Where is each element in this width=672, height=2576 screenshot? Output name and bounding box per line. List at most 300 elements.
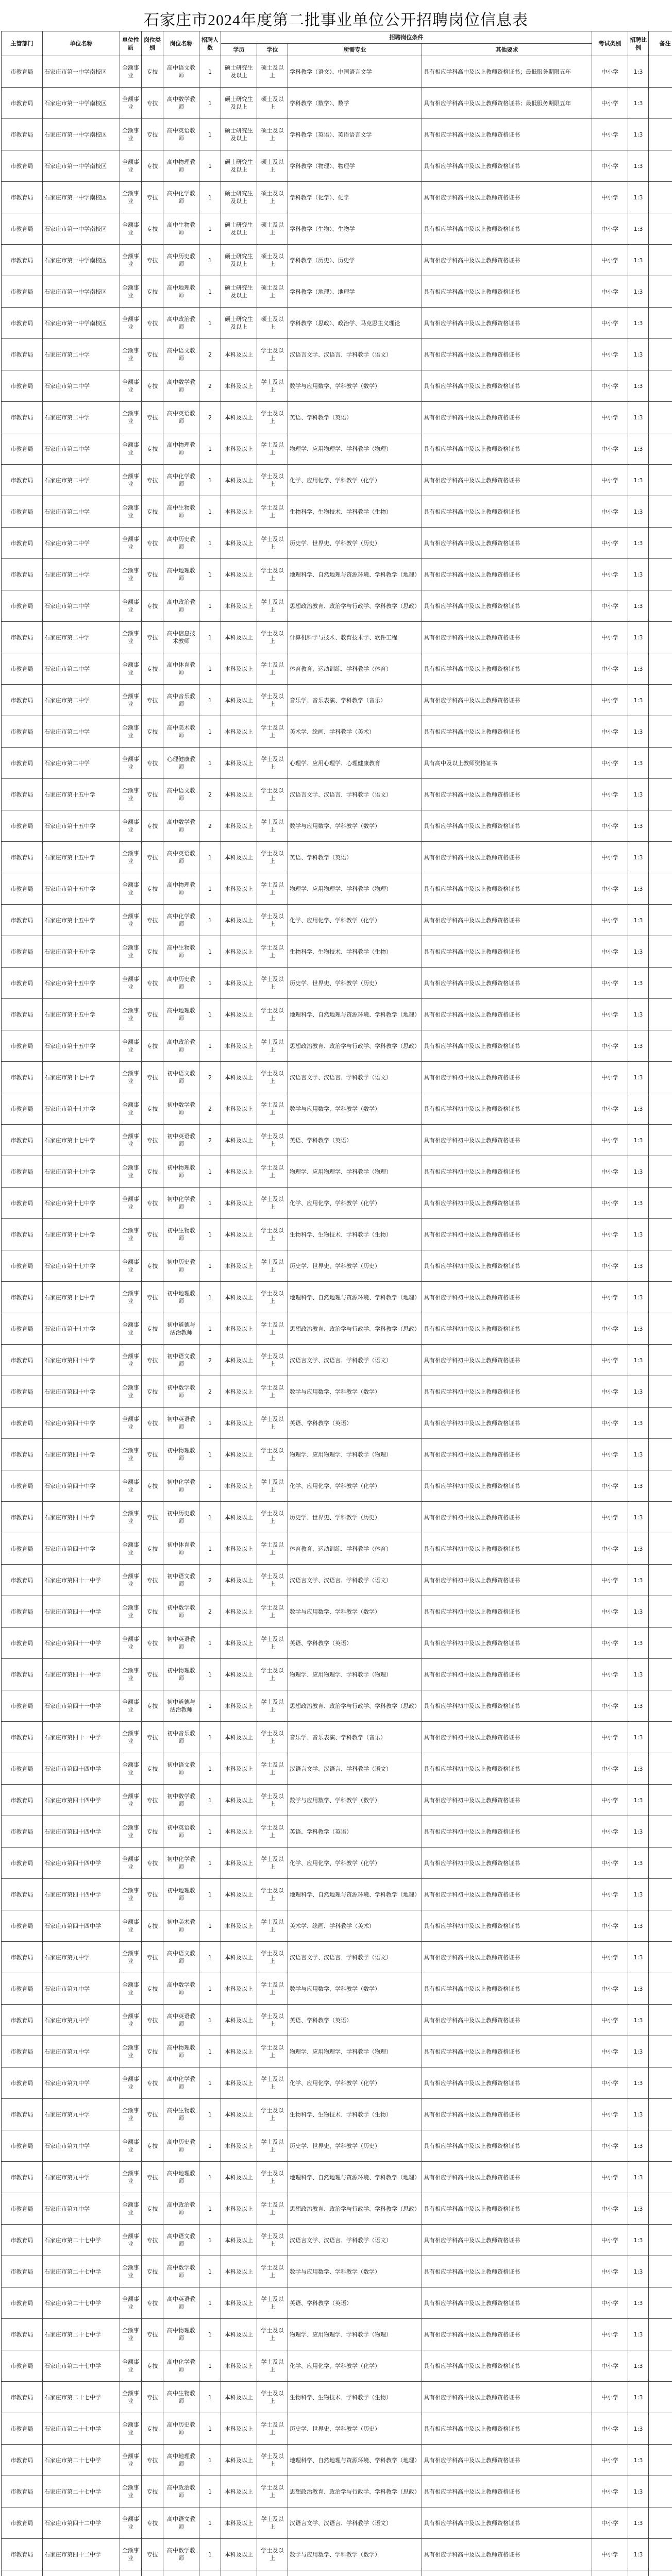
cell-nature: 全额事业: [120, 842, 142, 873]
cell-nature: 全额事业: [120, 245, 142, 276]
cell-edu: 本科及以上: [221, 1533, 257, 1565]
cell-other: 具有相应学科高中及以上教师资格证书；最低服务期限五年: [422, 56, 592, 88]
cell-degree: 学士及以上: [257, 1628, 288, 1659]
cell-note: [649, 150, 672, 182]
table-row: [2, 2162, 672, 2193]
cell-dept: 市教育局: [2, 1848, 43, 1879]
cell-dept: 市教育局: [2, 748, 43, 779]
cell-degree: 学士及以上: [257, 2507, 288, 2539]
cell-post: 初中道德与法治教师: [163, 1690, 199, 1722]
cell-dept: 市教育局: [2, 1565, 43, 1596]
cell-ratio: 1:3: [628, 1690, 649, 1722]
cell-post: 高中历史教师: [163, 968, 199, 999]
cell-dept: 市教育局: [2, 496, 43, 528]
cell-edu: 本科及以上: [221, 2225, 257, 2256]
cell-nature: 全额事业: [120, 1156, 142, 1188]
cell-edu: 本科及以上: [221, 2193, 257, 2225]
cell-other: 具有相应学科高中及以上教师资格证书: [422, 2130, 592, 2162]
table-row: [2, 276, 672, 308]
cell-major: 地理科学、自然地理与资源环境、学科教学（地理）: [288, 2445, 422, 2476]
cell-other: 具有相应学科高中及以上教师资格证书: [422, 622, 592, 653]
cell-category: 专技: [142, 1125, 163, 1156]
cell-note: [649, 653, 672, 685]
cell-degree: 学士及以上: [257, 1250, 288, 1282]
cell-unit: 石家庄市第二十七中学: [43, 2225, 120, 2256]
cell-post: 高中语文教师: [163, 1942, 199, 1973]
cell-category: 专技: [142, 810, 163, 842]
cell-nature: 全额事业: [120, 1345, 142, 1376]
cell-count: 2: [199, 402, 221, 433]
cell-category: 专技: [142, 1156, 163, 1188]
cell-exam: 中小学: [592, 1816, 628, 1848]
cell-ratio: 1:3: [628, 1722, 649, 1753]
cell-note: [649, 1156, 672, 1188]
cell-nature: 全额事业: [120, 1910, 142, 1942]
cell-post: 高中政治教师: [163, 590, 199, 622]
cell-count: 2: [199, 810, 221, 842]
cell-post: 高中语文教师: [163, 2507, 199, 2539]
cell-nature: 全额事业: [120, 873, 142, 905]
cell-edu: 本科及以上: [221, 2382, 257, 2413]
cell-count: 2: [199, 1125, 221, 1156]
cell-unit: 石家庄市第四十四中学: [43, 1879, 120, 1910]
cell-major: 化学、应用化学、学科教学（化学）: [288, 2067, 422, 2099]
cell-ratio: 1:3: [628, 1188, 649, 1219]
cell-major: 学科教学（思政）、政治学、马克思主义理论: [288, 308, 422, 339]
cell-count: 1: [199, 1439, 221, 1470]
cell-degree: 学士及以上: [257, 1565, 288, 1596]
cell-major: 数学与应用数学、学科教学（数学）: [288, 1596, 422, 1628]
cell-other: 具有相应学科高中及以上教师资格证书: [422, 370, 592, 402]
cell-nature: 全额事业: [120, 1848, 142, 1879]
table-body: [2, 56, 672, 2576]
cell-note: [649, 1062, 672, 1093]
cell-unit: 石家庄市第四十一中学: [43, 1659, 120, 1690]
cell-major: 数学与应用数学、学科教学（数学）: [288, 2539, 422, 2570]
cell-post: 初中语文教师: [163, 1753, 199, 1785]
cell-edu: 本科及以上: [221, 1125, 257, 1156]
cell-degree: 学士及以上: [257, 339, 288, 370]
cell-unit: 石家庄市第十五中学: [43, 968, 120, 999]
cell-edu: 本科及以上: [221, 1753, 257, 1785]
cell-exam: 中小学: [592, 873, 628, 905]
cell-degree: 学士及以上: [257, 1879, 288, 1910]
cell-degree: 学士及以上: [257, 653, 288, 685]
cell-major: 体育教育、运动训练、学科教学（体育）: [288, 1533, 422, 1565]
cell-category: 专技: [142, 559, 163, 590]
cell-post: 高中历史教师: [163, 2413, 199, 2445]
cell-edu: 硕士研究生及以上: [221, 276, 257, 308]
cell-ratio: 1:3: [628, 1785, 649, 1816]
cell-note: [649, 182, 672, 213]
cell-post: 初中数学教师: [163, 1376, 199, 1408]
cell-ratio: 1:3: [628, 1659, 649, 1690]
table-row: [2, 1188, 672, 1219]
cell-nature: 全额事业: [120, 905, 142, 936]
table-row: [2, 2570, 672, 2576]
cell-unit: 石家庄市第二中学: [43, 590, 120, 622]
cell-category: 专技: [142, 1910, 163, 1942]
cell-edu: 本科及以上: [221, 1502, 257, 1533]
cell-dept: 市教育局: [2, 1659, 43, 1690]
cell-exam: 中小学: [592, 2036, 628, 2067]
table-row: [2, 2507, 672, 2539]
cell-nature: 全额事业: [120, 2225, 142, 2256]
cell-post: 高中政治教师: [163, 1030, 199, 1062]
cell-dept: 市教育局: [2, 2099, 43, 2130]
cell-nature: 全额事业: [120, 370, 142, 402]
cell-dept: 市教育局: [2, 465, 43, 496]
cell-unit: 石家庄市第九中学: [43, 2099, 120, 2130]
cell-count: 1: [199, 1502, 221, 1533]
cell-dept: 市教育局: [2, 2193, 43, 2225]
cell-note: [649, 1628, 672, 1659]
cell-degree: 硕士及以上: [257, 182, 288, 213]
cell-edu: 硕士研究生及以上: [221, 56, 257, 88]
cell-dept: 市教育局: [2, 1062, 43, 1093]
cell-category: 专技: [142, 2382, 163, 2413]
cell-major: 数学与应用数学、学科教学（数学）: [288, 1785, 422, 1816]
cell-post: 高中英语教师: [163, 402, 199, 433]
cell-edu: 本科及以上: [221, 528, 257, 559]
cell-post: 初中语文教师: [163, 1062, 199, 1093]
cell-category: [142, 2570, 163, 2576]
cell-unit: 石家庄市第四十中学: [43, 1345, 120, 1376]
cell-nature: 全额事业: [120, 1628, 142, 1659]
cell-count: 2: [199, 1345, 221, 1376]
cell-other: 具有相应学科初中及以上教师资格证书: [422, 1313, 592, 1345]
cell-degree: 硕士及以上: [257, 245, 288, 276]
cell-note: [649, 2319, 672, 2350]
cell-degree: 学士及以上: [257, 1533, 288, 1565]
cell-degree: 学士及以上: [257, 370, 288, 402]
cell-post: 高中化学教师: [163, 905, 199, 936]
table-row: [2, 2130, 672, 2162]
col-edu: 学历: [221, 44, 257, 56]
cell-unit: 石家庄市第十五中学: [43, 999, 120, 1030]
cell-edu: 本科及以上: [221, 1376, 257, 1408]
cell-other: 具有相应学科高中及以上教师资格证书: [422, 496, 592, 528]
cell-exam: 中小学: [592, 1439, 628, 1470]
cell-dept: 市教育局: [2, 653, 43, 685]
cell-count: 2: [199, 1093, 221, 1125]
cell-ratio: 1:3: [628, 496, 649, 528]
cell-unit: 石家庄市第二十七中学: [43, 2256, 120, 2287]
cell-nature: 全额事业: [120, 2507, 142, 2539]
cell-dept: 市教育局: [2, 999, 43, 1030]
cell-note: [649, 1282, 672, 1313]
cell-edu: 本科及以上: [221, 810, 257, 842]
cell-other: 具有相应学科高中及以上教师资格证书: [422, 559, 592, 590]
cell-dept: 市教育局: [2, 1502, 43, 1533]
cell-degree: 学士及以上: [257, 1313, 288, 1345]
cell-major: 汉语言文学、汉语言、学科教学（语文）: [288, 1565, 422, 1596]
cell-degree: 学士及以上: [257, 873, 288, 905]
table-row: [2, 213, 672, 245]
cell-post: 高中体育教师: [163, 653, 199, 685]
cell-post: 初中物理教师: [163, 1659, 199, 1690]
cell-count: 1: [199, 213, 221, 245]
cell-other: 具有相应学科高中及以上教师资格证书: [422, 936, 592, 968]
cell-category: 专技: [142, 276, 163, 308]
cell-other: 具有相应学科高中及以上教师资格证书: [422, 2507, 592, 2539]
table-row: [2, 1690, 672, 1722]
cell-count: 1: [199, 622, 221, 653]
cell-count: 1: [199, 1156, 221, 1188]
cell-degree: 学士及以上: [257, 2445, 288, 2476]
cell-dept: 市教育局: [2, 1313, 43, 1345]
cell-edu: [221, 2570, 257, 2576]
cell-major: 汉语言文学、汉语言、学科教学（语文）: [288, 2225, 422, 2256]
col-major: 所需专业: [288, 44, 422, 56]
cell-degree: 学士及以上: [257, 1439, 288, 1470]
cell-count: 1: [199, 1973, 221, 2005]
table-row: [2, 810, 672, 842]
cell-degree: [257, 2570, 288, 2576]
cell-count: 1: [199, 2005, 221, 2036]
cell-exam: 中小学: [592, 1345, 628, 1376]
cell-dept: 市教育局: [2, 88, 43, 119]
cell-degree: 学士及以上: [257, 1345, 288, 1376]
cell-exam: 中小学: [592, 276, 628, 308]
table-row: [2, 1565, 672, 1596]
cell-exam: 中小学: [592, 465, 628, 496]
cell-category: 专技: [142, 622, 163, 653]
cell-nature: 全额事业: [120, 1690, 142, 1722]
table-row: [2, 1313, 672, 1345]
cell-degree: 学士及以上: [257, 905, 288, 936]
cell-category: 专技: [142, 1753, 163, 1785]
cell-other: 具有相应学科初中及以上教师资格证书: [422, 1156, 592, 1188]
cell-count: 1: [199, 905, 221, 936]
cell-note: [649, 810, 672, 842]
cell-unit: 石家庄市第二中学: [43, 716, 120, 748]
cell-count: 1: [199, 2382, 221, 2413]
cell-unit: 石家庄市第二中学: [43, 528, 120, 559]
cell-nature: 全额事业: [120, 716, 142, 748]
cell-unit: 石家庄市第四十一中学: [43, 1690, 120, 1722]
cell-degree: 学士及以上: [257, 622, 288, 653]
cell-other: 具有相应学科初中及以上教师资格证书: [422, 1250, 592, 1282]
cell-ratio: 1:3: [628, 2287, 649, 2319]
cell-nature: 全额事业: [120, 1439, 142, 1470]
cell-note: [649, 308, 672, 339]
table-row: [2, 1156, 672, 1188]
cell-exam: 中小学: [592, 2476, 628, 2507]
cell-other: 具有相应学科高中及以上教师资格证书: [422, 2319, 592, 2350]
cell-post: 初中英语教师: [163, 1408, 199, 1439]
cell-major: 汉语言文学、汉语言、学科教学（语文）: [288, 1062, 422, 1093]
cell-post: 初中物理教师: [163, 1439, 199, 1470]
cell-note: [649, 2413, 672, 2445]
cell-other: 具有相应学科初中及以上教师资格证书: [422, 1565, 592, 1596]
cell-note: [649, 2287, 672, 2319]
cell-edu: 硕士研究生及以上: [221, 182, 257, 213]
cell-unit: 石家庄市第二十七中学: [43, 2476, 120, 2507]
table-row: [2, 88, 672, 119]
cell-note: [649, 2067, 672, 2099]
cell-category: 专技: [142, 653, 163, 685]
cell-edu: 本科及以上: [221, 653, 257, 685]
table-row: [2, 465, 672, 496]
cell-other: 具有相应学科初中及以上教师资格证书: [422, 1722, 592, 1753]
cell-edu: 本科及以上: [221, 1848, 257, 1879]
cell-note: [649, 119, 672, 150]
cell-nature: 全额事业: [120, 2130, 142, 2162]
cell-count: 1: [199, 1659, 221, 1690]
cell-ratio: 1:3: [628, 905, 649, 936]
cell-count: 1: [199, 1879, 221, 1910]
cell-ratio: 1:3: [628, 559, 649, 590]
cell-degree: 学士及以上: [257, 1785, 288, 1816]
cell-dept: 市教育局: [2, 2130, 43, 2162]
cell-category: 专技: [142, 2539, 163, 2570]
cell-note: [649, 2476, 672, 2507]
cell-major: 化学、应用化学、学科教学（化学）: [288, 1188, 422, 1219]
cell-category: 专技: [142, 1628, 163, 1659]
cell-post: 高中化学教师: [163, 2350, 199, 2382]
table-row: [2, 1345, 672, 1376]
cell-note: [649, 936, 672, 968]
cell-exam: 中小学: [592, 150, 628, 182]
cell-other: 具有相应学科初中及以上教师资格证书: [422, 1785, 592, 1816]
cell-exam: 中小学: [592, 2539, 628, 2570]
cell-exam: 中小学: [592, 2256, 628, 2287]
cell-exam: 中小学: [592, 1628, 628, 1659]
cell-major: 地理科学、自然地理与资源环境、学科教学（地理）: [288, 1282, 422, 1313]
cell-nature: 全额事业: [120, 685, 142, 716]
cell-major: 地理科学、自然地理与资源环境、学科教学（地理）: [288, 2162, 422, 2193]
table-row: [2, 1533, 672, 1565]
cell-note: [649, 1125, 672, 1156]
cell-category: 专技: [142, 2005, 163, 2036]
cell-edu: 本科及以上: [221, 2445, 257, 2476]
cell-post: 高中化学教师: [163, 182, 199, 213]
cell-unit: 石家庄市第四十四中学: [43, 1816, 120, 1848]
cell-exam: 中小学: [592, 1690, 628, 1722]
cell-post: 高中数学教师: [163, 88, 199, 119]
cell-degree: 硕士及以上: [257, 56, 288, 88]
cell-dept: 市教育局: [2, 2162, 43, 2193]
cell-major: 汉语言文学、汉语言、学科教学（语文）: [288, 2507, 422, 2539]
cell-category: 专技: [142, 2162, 163, 2193]
cell-note: [649, 1596, 672, 1628]
cell-other: 具有相应学科高中及以上教师资格证书: [422, 1973, 592, 2005]
cell-count: 2: [199, 1376, 221, 1408]
cell-unit: 石家庄市第十七中学: [43, 1093, 120, 1125]
cell-edu: 本科及以上: [221, 2476, 257, 2507]
cell-degree: 学士及以上: [257, 1973, 288, 2005]
cell-degree: 学士及以上: [257, 936, 288, 968]
cell-unit: 石家庄市第一中学南校区: [43, 56, 120, 88]
cell-ratio: 1:3: [628, 2036, 649, 2067]
cell-major: 思想政治教育、政治学与行政学、学科教学（思政）: [288, 2476, 422, 2507]
cell-dept: 市教育局: [2, 2476, 43, 2507]
table-row: [2, 590, 672, 622]
cell-ratio: 1:3: [628, 150, 649, 182]
cell-exam: 中小学: [592, 528, 628, 559]
cell-nature: 全额事业: [120, 968, 142, 999]
cell-edu: 本科及以上: [221, 905, 257, 936]
cell-category: 专技: [142, 1942, 163, 1973]
cell-unit: 石家庄市第四十中学: [43, 1408, 120, 1439]
cell-ratio: 1:3: [628, 1250, 649, 1282]
cell-major: 学科教学（语文）、中国语言文学: [288, 56, 422, 88]
cell-note: [649, 1250, 672, 1282]
cell-post: 高中历史教师: [163, 528, 199, 559]
cell-unit: 石家庄市第一中学南校区: [43, 150, 120, 182]
cell-count: 1: [199, 968, 221, 999]
cell-count: 1: [199, 1816, 221, 1848]
cell-exam: 中小学: [592, 2067, 628, 2099]
cell-note: [649, 2570, 672, 2576]
cell-exam: 中小学: [592, 2225, 628, 2256]
cell-post: 初中体育教师: [163, 1533, 199, 1565]
cell-exam: 中小学: [592, 1219, 628, 1250]
cell-degree: 学士及以上: [257, 1030, 288, 1062]
cell-unit: 石家庄市第一中学南校区: [43, 213, 120, 245]
cell-exam: 中小学: [592, 402, 628, 433]
cell-exam: 中小学: [592, 496, 628, 528]
cell-major: 数学与应用数学、学科教学（数学）: [288, 2256, 422, 2287]
cell-edu: 本科及以上: [221, 2005, 257, 2036]
cell-count: 1: [199, 88, 221, 119]
cell-other: 具有相应学科初中及以上教师资格证书: [422, 1533, 592, 1565]
cell-post: 高中政治教师: [163, 2193, 199, 2225]
cell-major: 地理科学、自然地理与资源环境、学科教学（地理）: [288, 1879, 422, 1910]
cell-dept: 市教育局: [2, 1753, 43, 1785]
cell-note: [649, 999, 672, 1030]
cell-ratio: 1:3: [628, 622, 649, 653]
cell-edu: 本科及以上: [221, 1910, 257, 1942]
cell-post: 高中数学教师: [163, 1973, 199, 2005]
cell-ratio: [628, 2570, 649, 2576]
cell-nature: 全额事业: [120, 496, 142, 528]
table-row: [2, 2193, 672, 2225]
cell-other: 具有相应学科高中及以上教师资格证书: [422, 2350, 592, 2382]
cell-category: 专技: [142, 339, 163, 370]
cell-degree: 硕士及以上: [257, 88, 288, 119]
cell-edu: 本科及以上: [221, 685, 257, 716]
cell-nature: 全额事业: [120, 88, 142, 119]
cell-other: 具有相应学科高中及以上教师资格证书: [422, 999, 592, 1030]
cell-major: 物理学、应用物理学、学科教学（物理）: [288, 1439, 422, 1470]
cell-edu: 本科及以上: [221, 936, 257, 968]
cell-degree: 学士及以上: [257, 1219, 288, 1250]
table-row: [2, 842, 672, 873]
cell-exam: 中小学: [592, 2413, 628, 2445]
cell-note: [649, 1188, 672, 1219]
cell-ratio: 1:3: [628, 810, 649, 842]
cell-category: 专技: [142, 873, 163, 905]
cell-dept: 市教育局: [2, 905, 43, 936]
cell-exam: 中小学: [592, 370, 628, 402]
cell-nature: 全额事业: [120, 810, 142, 842]
table-row: [2, 1282, 672, 1313]
cell-nature: 全额事业: [120, 1785, 142, 1816]
cell-degree: 学士及以上: [257, 1093, 288, 1125]
cell-count: 1: [199, 716, 221, 748]
cell-edu: 本科及以上: [221, 2507, 257, 2539]
cell-edu: 本科及以上: [221, 873, 257, 905]
cell-count: 1: [199, 1250, 221, 1282]
cell-edu: 本科及以上: [221, 1408, 257, 1439]
cell-ratio: 1:3: [628, 1973, 649, 2005]
cell-degree: 学士及以上: [257, 2319, 288, 2350]
cell-exam: 中小学: [592, 1250, 628, 1282]
cell-degree: 学士及以上: [257, 590, 288, 622]
cell-ratio: 1:3: [628, 2225, 649, 2256]
